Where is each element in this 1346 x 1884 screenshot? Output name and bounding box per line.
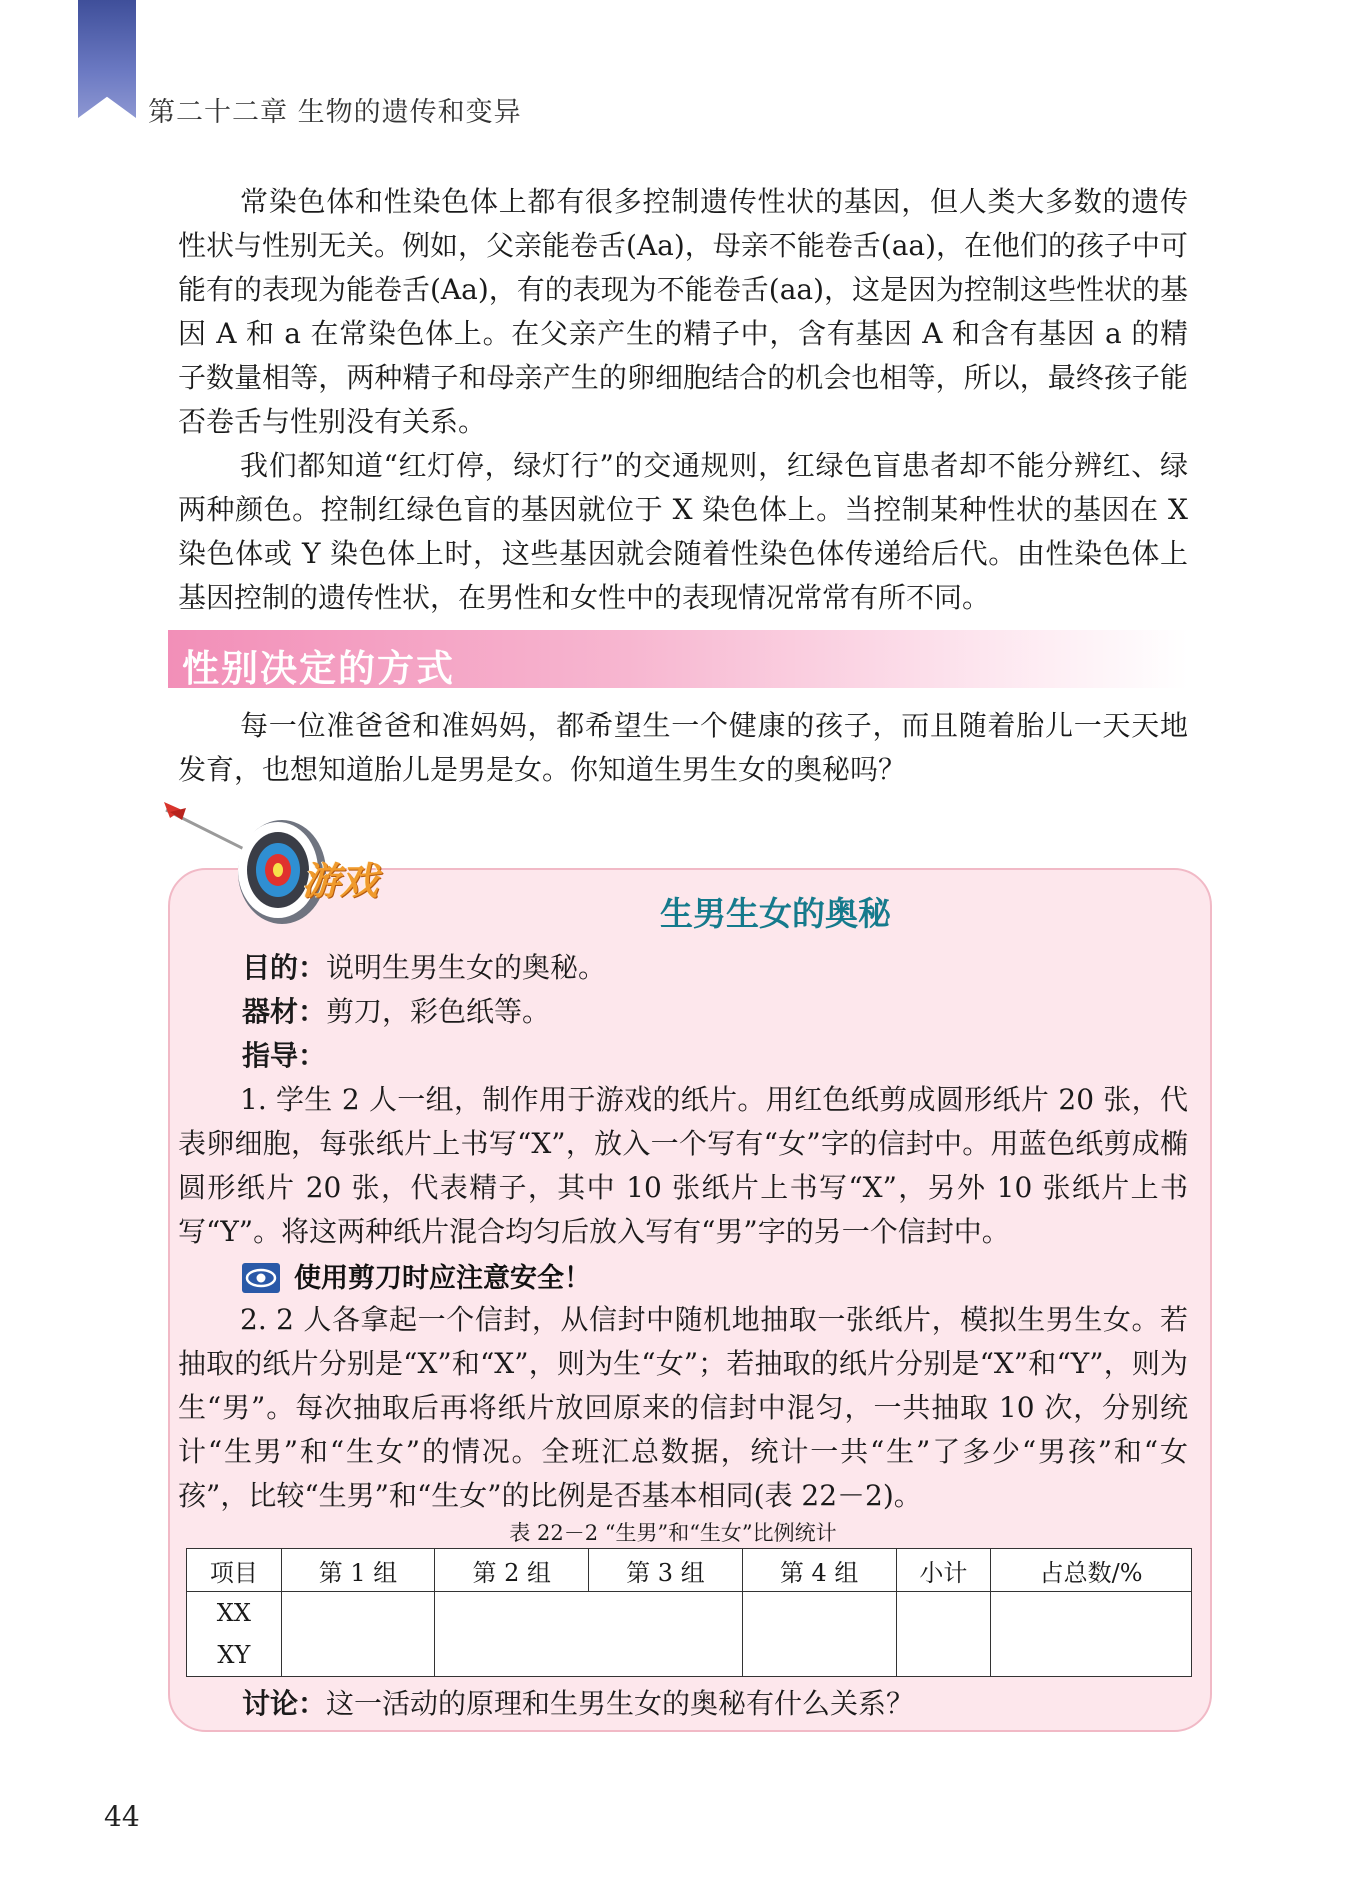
game-title: 生男生女的奥秘 — [660, 894, 891, 933]
chapter-ribbon — [78, 0, 136, 118]
page-number: 44 — [104, 1800, 140, 1833]
game-discussion — [242, 1682, 1188, 1726]
purpose-text: 说明生男生女的奥秘。 — [326, 951, 607, 984]
paragraph-color-blind: 我们都知道“红灯停，绿灯行”的交通规则，红绿色盲患者却不能分辨红、绿两种颜色。控制红绿色盲的基因就位于 X 染色体上。当控制某种性状的基因在 X 染色体或 Y 染色体上时，这些基因就会随着性染色体传递给后代。由性染色体上基因控制的遗传性状，在男性和女性中的表现情况常常有所不同。 — [178, 449, 1188, 614]
table-header-cell: 项目 — [187, 1549, 282, 1592]
game-step-2: 2. 2 人各拿起一个信封，从信封中随机地抽取一张纸片，模拟生男生女。若抽取的纸片分别是“X”和“X”，则为生“女”；若抽取的纸片分别是“X”和“Y”，则为生“男”。每次抽取后再将纸片放回原来的信封中混匀，一共抽取 10 次，分别统计“生男”和“生女”的情况。全班汇总数据，统计一共“生”了多少“男孩”和“女孩”，比较“生男”和“生女”的比例是否基本相同(表 22－2)。 — [178, 1303, 1188, 1512]
discussion-text: 这一活动的原理和生男生女的奥秘有什么关系？ — [326, 1687, 915, 1720]
table-cell — [281, 1592, 435, 1677]
table-header-cell: 第 2 组 — [435, 1549, 589, 1592]
table-cell — [896, 1592, 991, 1677]
game-label: 游戏 — [302, 859, 379, 903]
paragraph-autosome: 常染色体和性染色体上都有很多控制遗传性状的基因，但人类大多数的遗传性状与性别无关。例如，父亲能卷舌(Aa)，母亲不能卷舌(aa)，在他们的孩子中可能有的表现为能卷舌(Aa)，有的表现为不能卷舌(aa)，这是因为控制这些性状的基因 A 和 a 在常染色体上。在父亲产生的精子中，含有基因 A 和含有基因 a 的精子数量相等，两种精子和母亲产生的卵细胞结合的机会也相等，所以，最终孩子能否卷舌与性别没有关系。 — [178, 185, 1188, 438]
materials-text: 剪刀，彩色纸等。 — [326, 995, 551, 1028]
table-caption: 表 22－2 “生男”和“生女”比例统计 — [509, 1521, 837, 1545]
table-header-row — [187, 1549, 1192, 1592]
game-guide-label — [242, 1034, 1188, 1078]
table-header-cell: 占总数/% — [991, 1549, 1192, 1592]
table-row-label: XX — [187, 1592, 282, 1635]
safety-note — [242, 1256, 591, 1295]
eye-icon — [242, 1263, 280, 1293]
table-header-cell: 小计 — [896, 1549, 991, 1592]
stats-table — [186, 1548, 1192, 1677]
table-header-cell: 第 4 组 — [742, 1549, 896, 1592]
section-title: 性别决定的方式 — [182, 647, 455, 690]
purpose-label: 目的： — [242, 951, 327, 984]
discussion-label: 讨论： — [242, 1687, 327, 1720]
safety-text: 使用剪刀时应注意安全！ — [294, 1263, 591, 1294]
game-materials — [242, 990, 1188, 1034]
table-row — [187, 1592, 1192, 1635]
table-cell — [742, 1592, 896, 1677]
table-header-cell: 第 1 组 — [281, 1549, 435, 1592]
table-cell — [991, 1592, 1192, 1677]
paragraph-intro: 每一位准爸爸和准妈妈，都希望生一个健康的孩子，而且随着胎儿一天天地发育，也想知道胎儿是男是女。你知道生男生女的奥秘吗？ — [178, 709, 1188, 786]
table-row-label: XY — [187, 1634, 282, 1677]
game-step-1: 1. 学生 2 人一组，制作用于游戏的纸片。用红色纸剪成圆形纸片 20 张，代表卵细胞，每张纸片上书写“X”，放入一个写有“女”字的信封中。用蓝色纸剪成椭圆形纸片 20 张，代表精子，其中 10 张纸片上书写“X”，另外 10 张纸片上书写“Y”。将这两种纸片混合均匀后放入写有“男”字的另一个信封中。 — [178, 1083, 1188, 1248]
chapter-header: 第二十二章 生物的遗传和变异 — [148, 97, 522, 128]
materials-label: 器材： — [242, 995, 327, 1028]
table-cell — [435, 1592, 742, 1677]
guide-label: 指导： — [242, 1039, 327, 1072]
game-purpose — [242, 946, 1188, 990]
table-header-cell: 第 3 组 — [589, 1549, 743, 1592]
